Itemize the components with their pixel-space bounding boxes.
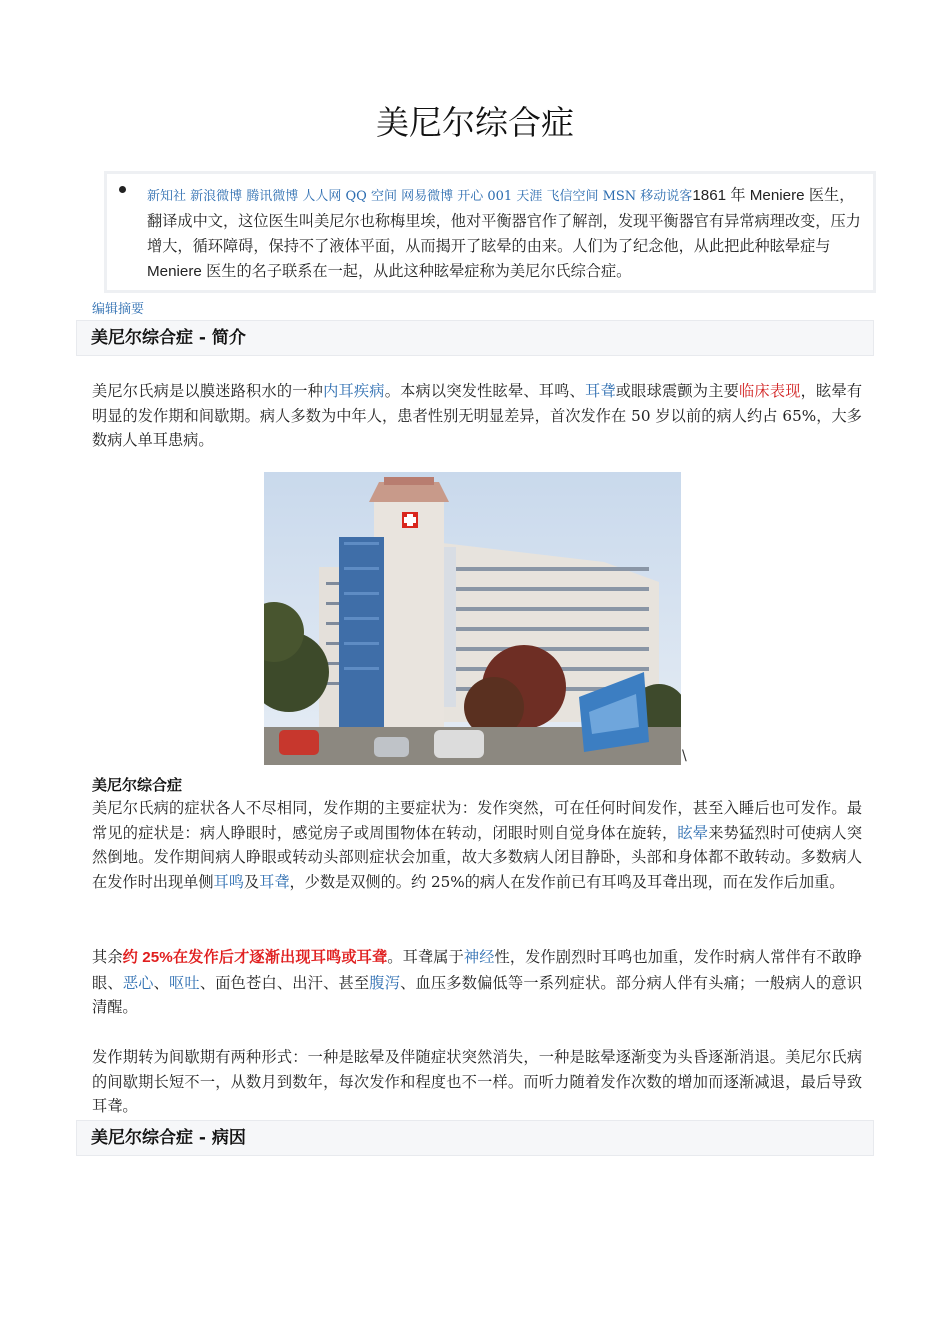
text-run: ，少数是双侧的。约 25%的病人在发作前已有耳鸣及耳聋出现，而在发作后加重。 (289, 872, 845, 891)
link-clinical-manifestation[interactable]: 临床表现 (739, 382, 801, 400)
text-run: 其余 (92, 948, 123, 966)
section-header-cause: 美尼尔综合症 - 病因 (76, 1120, 874, 1156)
text-run: 美尼尔氏病是以膜迷路积水的一种 (92, 382, 324, 400)
text-run: 。本病以突发性眩晕、耳鸣、 (384, 382, 585, 400)
text-run: 。耳聋属于 (387, 948, 464, 966)
hospital-photo (264, 472, 681, 765)
trailing-backslash: \ (682, 748, 687, 764)
symptoms-paragraph (92, 796, 862, 894)
section-header-intro: 美尼尔综合症 - 简介 (76, 320, 874, 356)
text-run: 美尼尔氏病的症状各人不尽相同，发作期的主要症状为：发作突然，可在任何时间发作，甚至入睡后也可发作。最常见的症状是：病人睁眼时，感觉房子或周围物体在转动，闭眼时则自觉身体在旋转， (92, 799, 862, 842)
text-run: 来势猛烈时可使病人突然倒地。发作期间病人睁眼或转动头部则症状会加重，故大多数病人闭目静卧，头部和身体都不敢转动。多数病人在发作时出现单侧 (92, 823, 863, 891)
link-deafness-2[interactable]: 耳聋 (259, 872, 290, 891)
edit-summary-link[interactable]: 编辑摘要 (92, 302, 145, 317)
summary-text (147, 183, 863, 284)
link-nerve[interactable]: 神经 (463, 948, 495, 966)
summary-box (104, 171, 876, 293)
highlight-text: 约 25%在发作后才逐渐出现耳鸣或耳聋 (122, 949, 388, 966)
page-title: 美尼尔综合症 (376, 103, 574, 142)
text-run: 性，发作剧烈时耳鸣也加重，发作时病人常伴有不敢睁眼、 (92, 948, 863, 992)
text-run: 、 (153, 973, 170, 992)
intro-paragraph (92, 379, 862, 453)
link-nausea[interactable]: 恶心 (122, 973, 154, 992)
link-vomiting[interactable]: 呕吐 (169, 973, 200, 992)
link-inner-ear-disease[interactable]: 内耳疾病 (323, 382, 385, 400)
text-run: 或眼球震颤为主要 (615, 382, 740, 400)
summary-body: 1861 年 Meniere 医生，翻译成中文，这位医生叫美尼尔也称梅里埃，他对平衡器官作了解剖，发现平衡器官有异常病理改变，压力增大，循环障碍，保持不了液体平面，从而揭开了眩晕的由来。人们为了纪念他，从此把此种眩晕症与 Meniere 医生的名子联系在一起，从此这种眩晕症称为美尼尔氏综合症。 (147, 187, 861, 280)
text-run: 及 (243, 872, 260, 891)
text-run: 、血压多数偏低等一系列症状。部分病人伴有头痛；一般病人的意识清醒。 (92, 973, 863, 1017)
link-tinnitus[interactable]: 耳鸣 (213, 872, 244, 891)
text-run: ，眩晕有明显的发作期和间歇期。病人多数为中年人，患者性别无明显差异，首次发作在 50 岁以前的病人约占 65%，大多数病人单耳患病。 (92, 382, 863, 450)
link-diarrhea[interactable]: 腹泻 (369, 973, 401, 992)
hospital-building-image (264, 472, 681, 765)
link-vertigo[interactable]: 眩晕 (677, 823, 709, 842)
symptoms-paragraph-2 (92, 945, 862, 1020)
text-run: 、面色苍白、出汗、甚至 (199, 973, 370, 992)
link-deafness[interactable]: 耳聋 (584, 382, 616, 400)
intermission-paragraph: 发作期转为间歇期有两种形式：一种是眩晕及伴随症状突然消失，一种是眩晕逐渐变为头昏逐渐消退。美尼尔氏病的间歇期长短不一，从数月到数年，每次发作和程度也不一样。而听力随着发作次数的增加而逐渐减退，最后导致耳聋。 (92, 1048, 862, 1116)
bullet-icon (119, 186, 126, 193)
share-links[interactable]: 新知社 新浪微博 腾讯微博 人人网 QQ 空间 网易微博 开心 001 天涯 飞信空间 MSN 移动说客 (147, 189, 693, 204)
subsection-title: 美尼尔综合症 (92, 776, 183, 794)
